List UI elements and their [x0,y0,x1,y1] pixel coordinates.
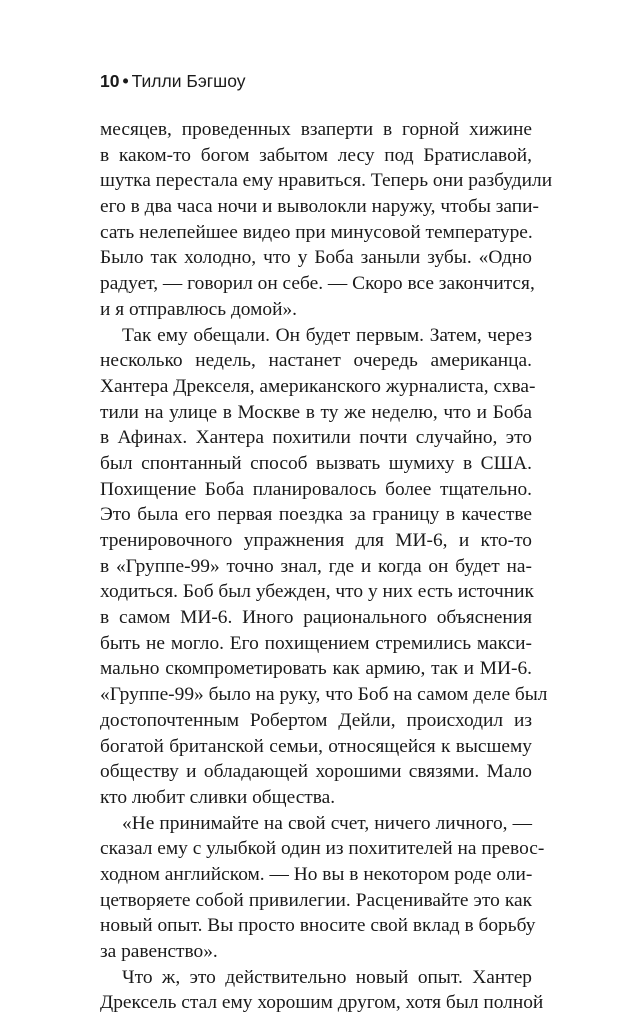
text-line: радует, — говорил он себе. — Скоро все закончится, [100,273,535,295]
text-line: мально скомпрометировать как армию, так и МИ-6. [100,658,532,680]
text-line: ходном английском. — Но вы в некотором роде оли- [100,863,533,885]
text-line: «Группе-99» было на руку, что Боб на самом деле был [100,684,548,706]
text-line: в самом МИ-6. Иного рационального объяснения [100,607,532,629]
text-line: цетворяете собой привилегии. Расценивайте это как [100,889,532,911]
text-line: достопочтенным Робертом Дейли, происходил из [100,709,532,731]
text-line: шутка перестала ему нравиться. Теперь они разбудили [100,170,553,192]
text-line: за равенство». [100,941,218,962]
paragraph-first-line: Что ж, это действительно новый опыт. Хантер [122,966,532,988]
text-line: в каком-то богом забытом лесу под Братиславой, [100,144,532,166]
header-separator: • [122,71,129,91]
text-line: Хантера Дрекселя, американского журналиста, схва- [100,375,536,397]
text-line: новый опыт. Вы просто вносите свой вклад в борьбу [100,915,536,937]
text-line: Это была его первая поездка за границу в качестве [100,504,532,526]
text-line: Похищение Боба планировалось более тщательно. [100,478,532,500]
text-line: его в два часа ночи и выволокли наружу, чтобы запи- [100,196,539,218]
text-line: несколько недель, настанет очередь американца. [100,350,532,372]
text-line: сать нелепейшее видео при минусовой температуре. [100,221,533,243]
text-line: Было так холодно, что у Боба заныли зубы. «Одно [100,247,532,269]
paragraph-first-line: Так ему обещали. Он будет первым. Затем, через [122,324,532,346]
running-header [100,70,246,92]
page-number: 10 [100,71,120,91]
text-line: месяцев, проведенных взаперти в горной хижине [100,119,532,140]
paragraph-first-line: «Не принимайте на свой счет, ничего личного, — [122,812,532,834]
text-line: обществу и обладающей хорошими связями. Мало [100,761,532,783]
text-line: быть не могло. Его похищением стремились макси- [100,632,532,654]
text-line: тренировочного упражнения для МИ-6, и кто-то [100,530,532,551]
running-title: Тилли Бэгшоу [131,71,246,91]
text-line: Дрексель стал ему хорошим другом, хотя был полной [100,992,544,1014]
text-line: был спонтанный способ вызвать шумиху в США. [100,452,532,474]
text-line: в «Группе-99» точно знал, где и когда он будет на- [100,555,532,577]
body-text [100,117,553,1016]
text-line: тили на улице в Москве в ту же неделю, что и Боба [100,401,532,423]
text-line: сказал ему с улыбкой один из похитителей на превос- [100,838,545,860]
text-line: кто любит сливки общества. [100,786,336,808]
text-line: и я отправлюсь домой». [100,298,298,320]
text-line: богатой британской семьи, относящейся к высшему [100,735,532,757]
text-line: в Афинах. Хантера похитили почти случайно, это [100,427,532,449]
text-line: ходиться. Боб был убежден, что у них есть источник [100,581,534,603]
